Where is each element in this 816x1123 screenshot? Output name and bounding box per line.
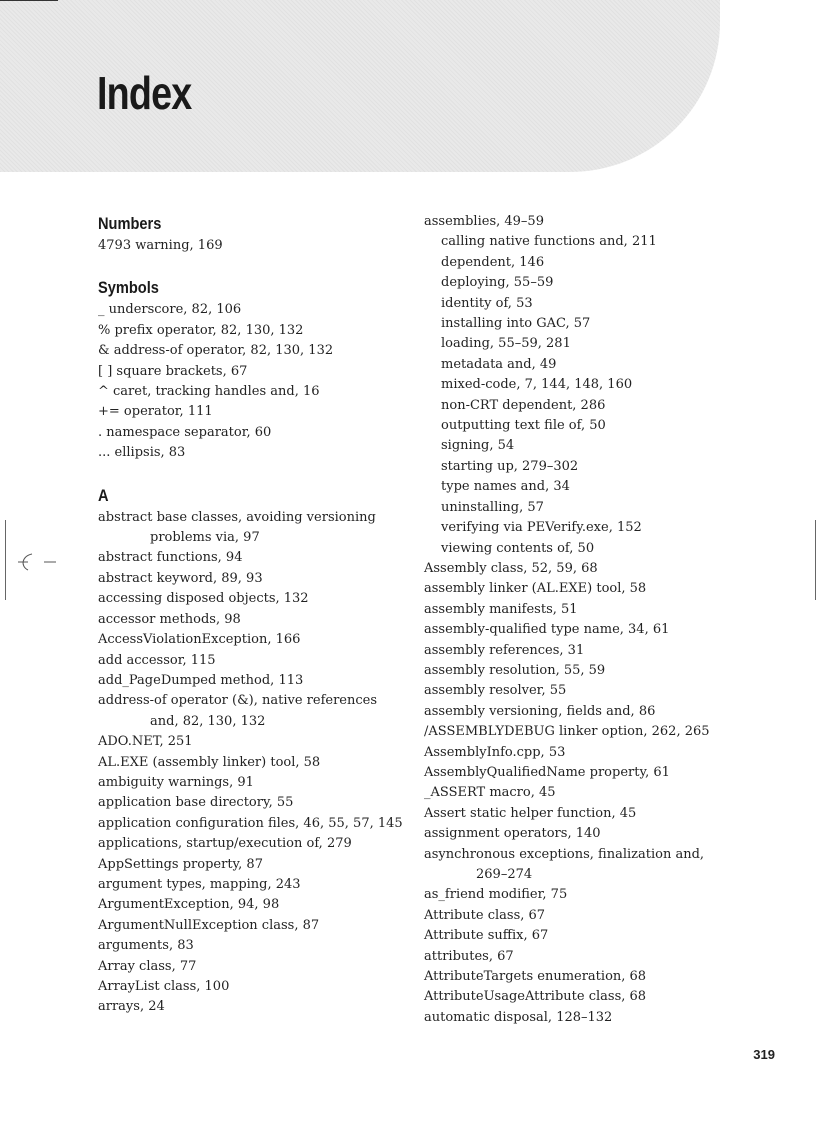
index-subentry: starting up, 279–302 [441, 458, 579, 474]
index-entry: [ ] square brackets, 67 [98, 363, 248, 379]
index-subentry: calling native functions and, 211 [441, 234, 657, 250]
index-entry: ArgumentNullException class, 87 [98, 917, 320, 933]
index-entry: ambiguity warnings, 91 [98, 774, 254, 790]
index-entry: assembly linker (AL.EXE) tool, 58 [424, 581, 647, 597]
index-entry: application configuration files, 46, 55, 57, 145 [98, 815, 403, 831]
index-entry: address-of operator (&), native references [98, 693, 378, 709]
page-title: Index [97, 67, 192, 119]
index-entry: ADO.NET, 251 [98, 734, 193, 750]
index-entry: AttributeUsageAttribute class, 68 [424, 989, 647, 1005]
crop-mark-icon [8, 548, 60, 576]
index-subentry: installing into GAC, 57 [441, 316, 591, 332]
index-subentry: signing, 54 [441, 438, 515, 454]
index-entry: abstract keyword, 89, 93 [98, 570, 263, 586]
index-entry: argument types, mapping, 243 [98, 876, 301, 892]
index-entry: Array class, 77 [98, 958, 197, 974]
index-column-right [424, 212, 714, 1028]
index-entry: ^ caret, tracking handles and, 16 [98, 384, 320, 400]
index-entry: assembly resolution, 55, 59 [424, 662, 606, 678]
index-entry: assignment operators, 140 [424, 826, 601, 842]
index-entry: Attribute class, 67 [424, 907, 546, 923]
index-entry: as_friend modifier, 75 [424, 887, 568, 903]
index-entry: ArrayList class, 100 [98, 979, 230, 994]
index-subentry: verifying via PEVerify.exe, 152 [441, 520, 642, 536]
index-entry: automatic disposal, 128–132 [424, 1009, 613, 1025]
index-entry: assembly resolver, 55 [424, 683, 567, 699]
index-entry-continuation: 269–274 [476, 867, 533, 882]
index-subentry: uninstalling, 57 [441, 499, 544, 515]
index-entry: attributes, 67 [424, 948, 514, 964]
index-entry: applications, startup/execution of, 279 [98, 836, 352, 852]
index-subentry: non-CRT dependent, 286 [441, 397, 606, 413]
section-heading: Numbers [98, 214, 162, 233]
index-entry: abstract base classes, avoiding versioning [98, 509, 376, 525]
index-entry: accessing disposed objects, 132 [98, 591, 309, 607]
top-rule [0, 0, 58, 1]
index-entry: += operator, 111 [98, 404, 213, 420]
section-gap [98, 464, 398, 484]
index-subentry: viewing contents of, 50 [441, 540, 595, 556]
index-entry: /ASSEMBLYDEBUG linker option, 262, 265 [424, 724, 710, 740]
index-entry: add_PageDumped method, 113 [98, 672, 304, 688]
index-subentry: mixed-code, 7, 144, 148, 160 [441, 377, 633, 393]
index-subentry: dependent, 146 [441, 254, 545, 270]
index-entry: assembly manifests, 51 [424, 601, 578, 617]
index-entry: abstract functions, 94 [98, 550, 243, 566]
index-subentry: type names and, 34 [441, 479, 570, 495]
index-entry: AssemblyQualifiedName property, 61 [424, 764, 670, 780]
index-entry: _ASSERT macro, 45 [424, 785, 556, 801]
index-subentry: loading, 55–59, 281 [441, 336, 571, 352]
index-entry: AssemblyInfo.cpp, 53 [424, 744, 566, 760]
index-entry: & address-of operator, 82, 130, 132 [98, 343, 334, 359]
section-heading: A [98, 485, 109, 505]
index-entry: assemblies, 49–59 [424, 214, 544, 229]
index-entry: arguments, 83 [98, 938, 194, 954]
index-entry: add accessor, 115 [98, 652, 216, 668]
index-entry: assembly-qualified type name, 34, 61 [424, 622, 670, 638]
index-subentry: deploying, 55–59 [441, 275, 554, 291]
index-entry-continuation: problems via, 97 [150, 530, 260, 546]
index-subentry: metadata and, 49 [441, 356, 557, 372]
index-entry: assembly references, 31 [424, 642, 585, 658]
index-entry: asynchronous exceptions, finalization and, [424, 846, 705, 862]
index-entry: . namespace separator, 60 [98, 424, 272, 440]
index-column-left [98, 212, 403, 1018]
index-entry: arrays, 24 [98, 999, 165, 1015]
index-entry: AccessViolationException, 166 [98, 632, 301, 648]
index-entry: AttributeTargets enumeration, 68 [424, 969, 647, 985]
left-margin-mark [5, 520, 6, 600]
index-entry: ... ellipsis, 83 [98, 445, 186, 461]
index-entry: ArgumentException, 94, 98 [98, 897, 280, 913]
index-subentry: identity of, 53 [441, 295, 533, 311]
index-entry: AppSettings property, 87 [98, 856, 263, 872]
page-number: 319 [753, 1047, 775, 1062]
index-entry: assembly versioning, fields and, 86 [424, 703, 656, 719]
index-entry: _ underscore, 82, 106 [98, 302, 242, 318]
section-gap [98, 256, 398, 276]
section-heading: Symbols [98, 278, 159, 298]
index-entry: Attribute suffix, 67 [424, 928, 549, 944]
index-entry-continuation: and, 82, 130, 132 [150, 713, 266, 729]
index-entry: Assembly class, 52, 59, 68 [424, 560, 598, 576]
index-entry: Assert static helper function, 45 [424, 805, 637, 821]
index-entry: 4793 warning, 169 [98, 238, 223, 253]
index-entry: accessor methods, 98 [98, 611, 241, 627]
index-subentry: outputting text file of, 50 [441, 418, 606, 434]
index-entry: AL.EXE (assembly linker) tool, 58 [98, 754, 321, 770]
index-entry: % prefix operator, 82, 130, 132 [98, 322, 304, 338]
index-entry: application base directory, 55 [98, 795, 294, 811]
